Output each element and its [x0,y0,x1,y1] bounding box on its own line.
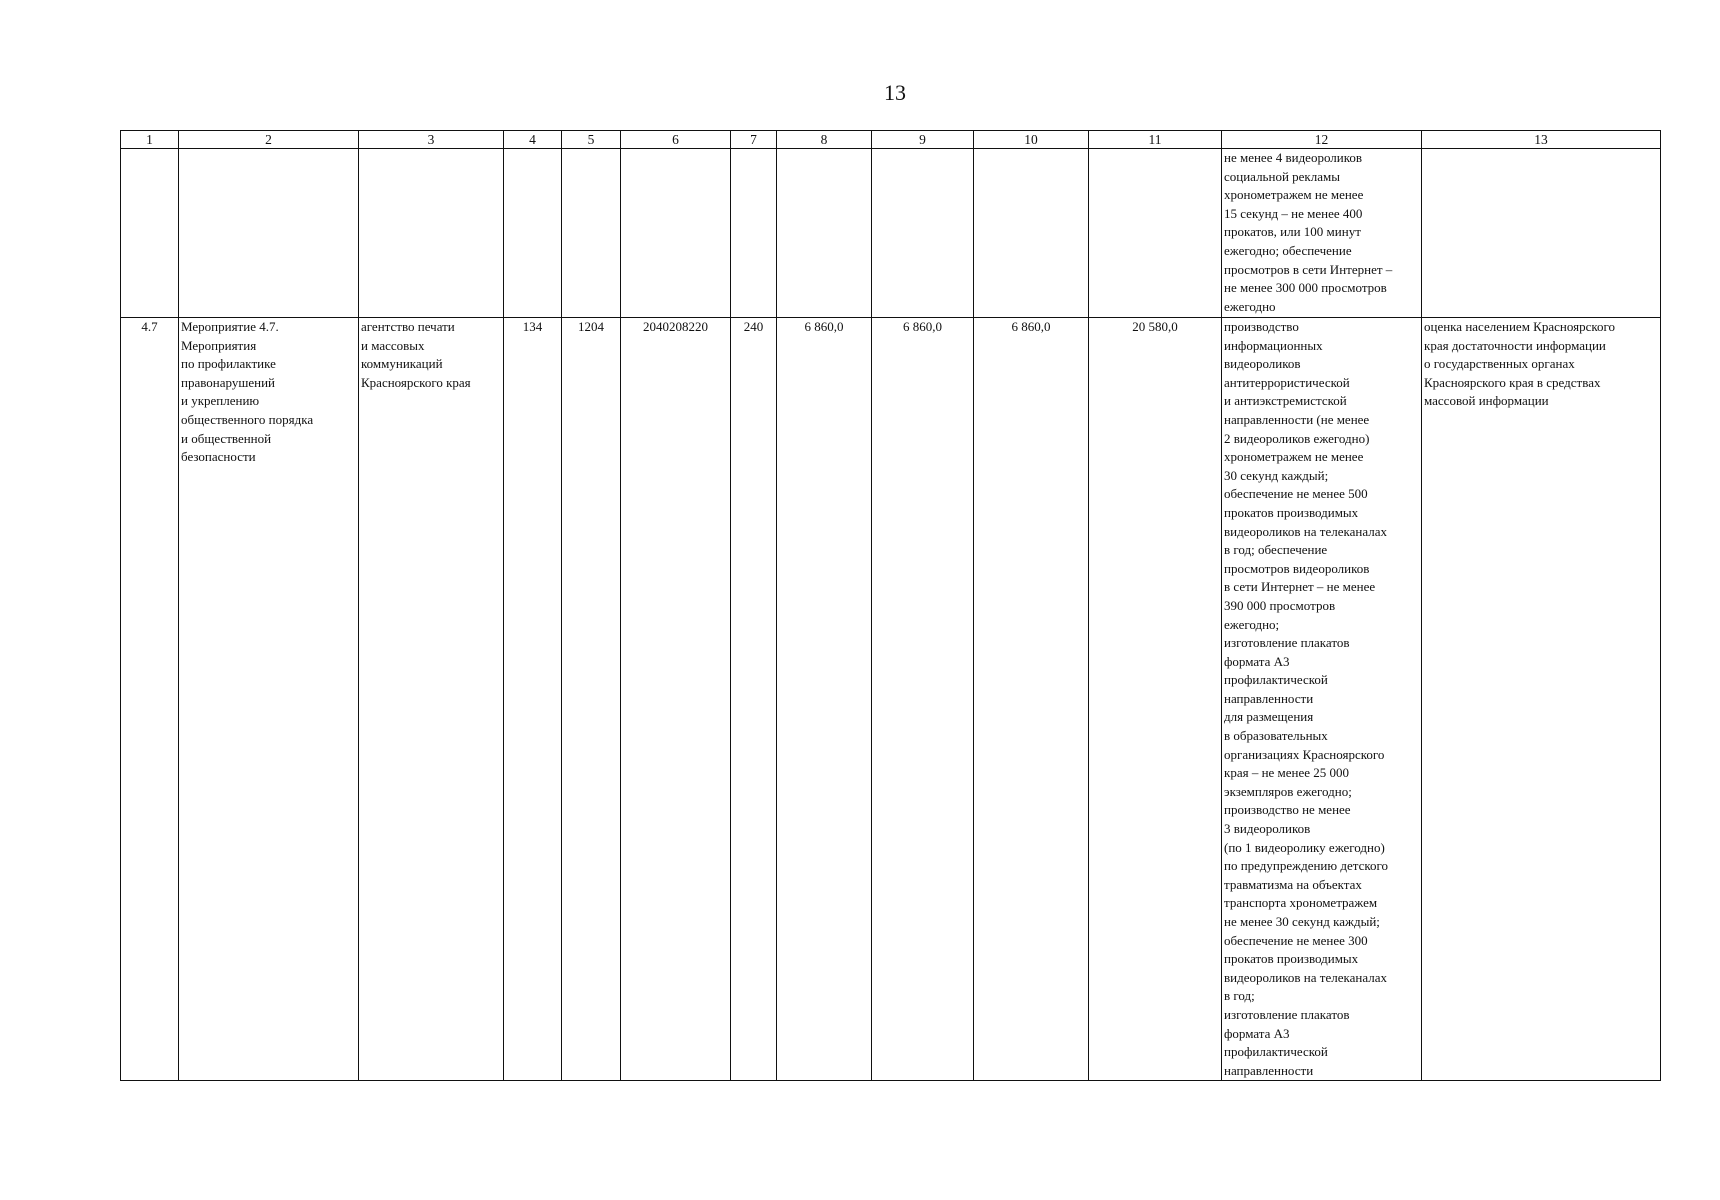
column-header: 11 [1089,131,1222,149]
table-cell [562,149,621,318]
column-header: 5 [562,131,621,149]
table-cell: 240 [731,318,777,1081]
table-cell [359,149,504,318]
program-table [120,130,1661,1081]
table-row [121,318,1661,1081]
column-header: 10 [974,131,1089,149]
table-cell: агентство печати и массовых коммуникаций Красноярского края [359,318,504,1081]
table-cell: 134 [504,318,562,1081]
table-cell: 6 860,0 [974,318,1089,1081]
table-cell: оценка населением Красноярского края достаточности информации о государственных органах Красноярского края в средствах массовой информации [1422,318,1661,1081]
header-row [121,131,1661,149]
table-cell [621,149,731,318]
column-header: 2 [179,131,359,149]
column-header: 3 [359,131,504,149]
table-cell: 6 860,0 [872,318,974,1081]
table-cell [731,149,777,318]
column-header: 8 [777,131,872,149]
table-cell [179,149,359,318]
table-cell: не менее 4 видеороликов социальной рекламы хронометражем не менее 15 секунд – не менее 400 прокатов, или 100 минут ежегодно; обеспечение просмотров в сети Интернет – не менее 300 000 просмотров ежегодно [1222,149,1422,318]
column-header: 9 [872,131,974,149]
table-cell: Мероприятие 4.7. Мероприятия по профилактике правонарушений и укреплению общественного порядка и общественной безопасности [179,318,359,1081]
column-header: 1 [121,131,179,149]
column-header: 13 [1422,131,1661,149]
table-cell [777,149,872,318]
column-header: 12 [1222,131,1422,149]
table-cell [1422,149,1661,318]
page-number: 13 [884,80,906,105]
column-header: 6 [621,131,731,149]
table-cell [872,149,974,318]
table-row [121,149,1661,318]
column-header: 7 [731,131,777,149]
table-cell: 6 860,0 [777,318,872,1081]
column-header: 4 [504,131,562,149]
table-cell: 20 580,0 [1089,318,1222,1081]
table-cell [121,149,179,318]
table-cell: 1204 [562,318,621,1081]
table-cell: 4.7 [121,318,179,1081]
table-cell [1089,149,1222,318]
table-cell [974,149,1089,318]
table-cell: производство информационных видеороликов антитеррористической и антиэкстремистской направленности (не менее 2 видеороликов ежегодно) хронометражем не менее 30 секунд каждый; обеспечение не менее 500 прокатов производимых видеороликов на телеканалах в год; обеспечение просмотров видеороликов в сети Интернет – не менее 390 000 просмотров ежегодно; изготовление плакатов формата А3 профилактической направленности для размещения в образовательных организациях Красноярского края – не менее 25 000 экземпляров ежегодно; производство не менее 3 видеороликов (по 1 видеоролику ежегодно) по предупреждению детского травматизма на объектах транспорта хронометражем не менее 30 секунд каждый; обеспечение не менее 300 прокатов производимых видеороликов на телеканалах в год; изготовление плакатов формата А3 профилактической направленности [1222,318,1422,1081]
table-cell [504,149,562,318]
table-cell: 2040208220 [621,318,731,1081]
